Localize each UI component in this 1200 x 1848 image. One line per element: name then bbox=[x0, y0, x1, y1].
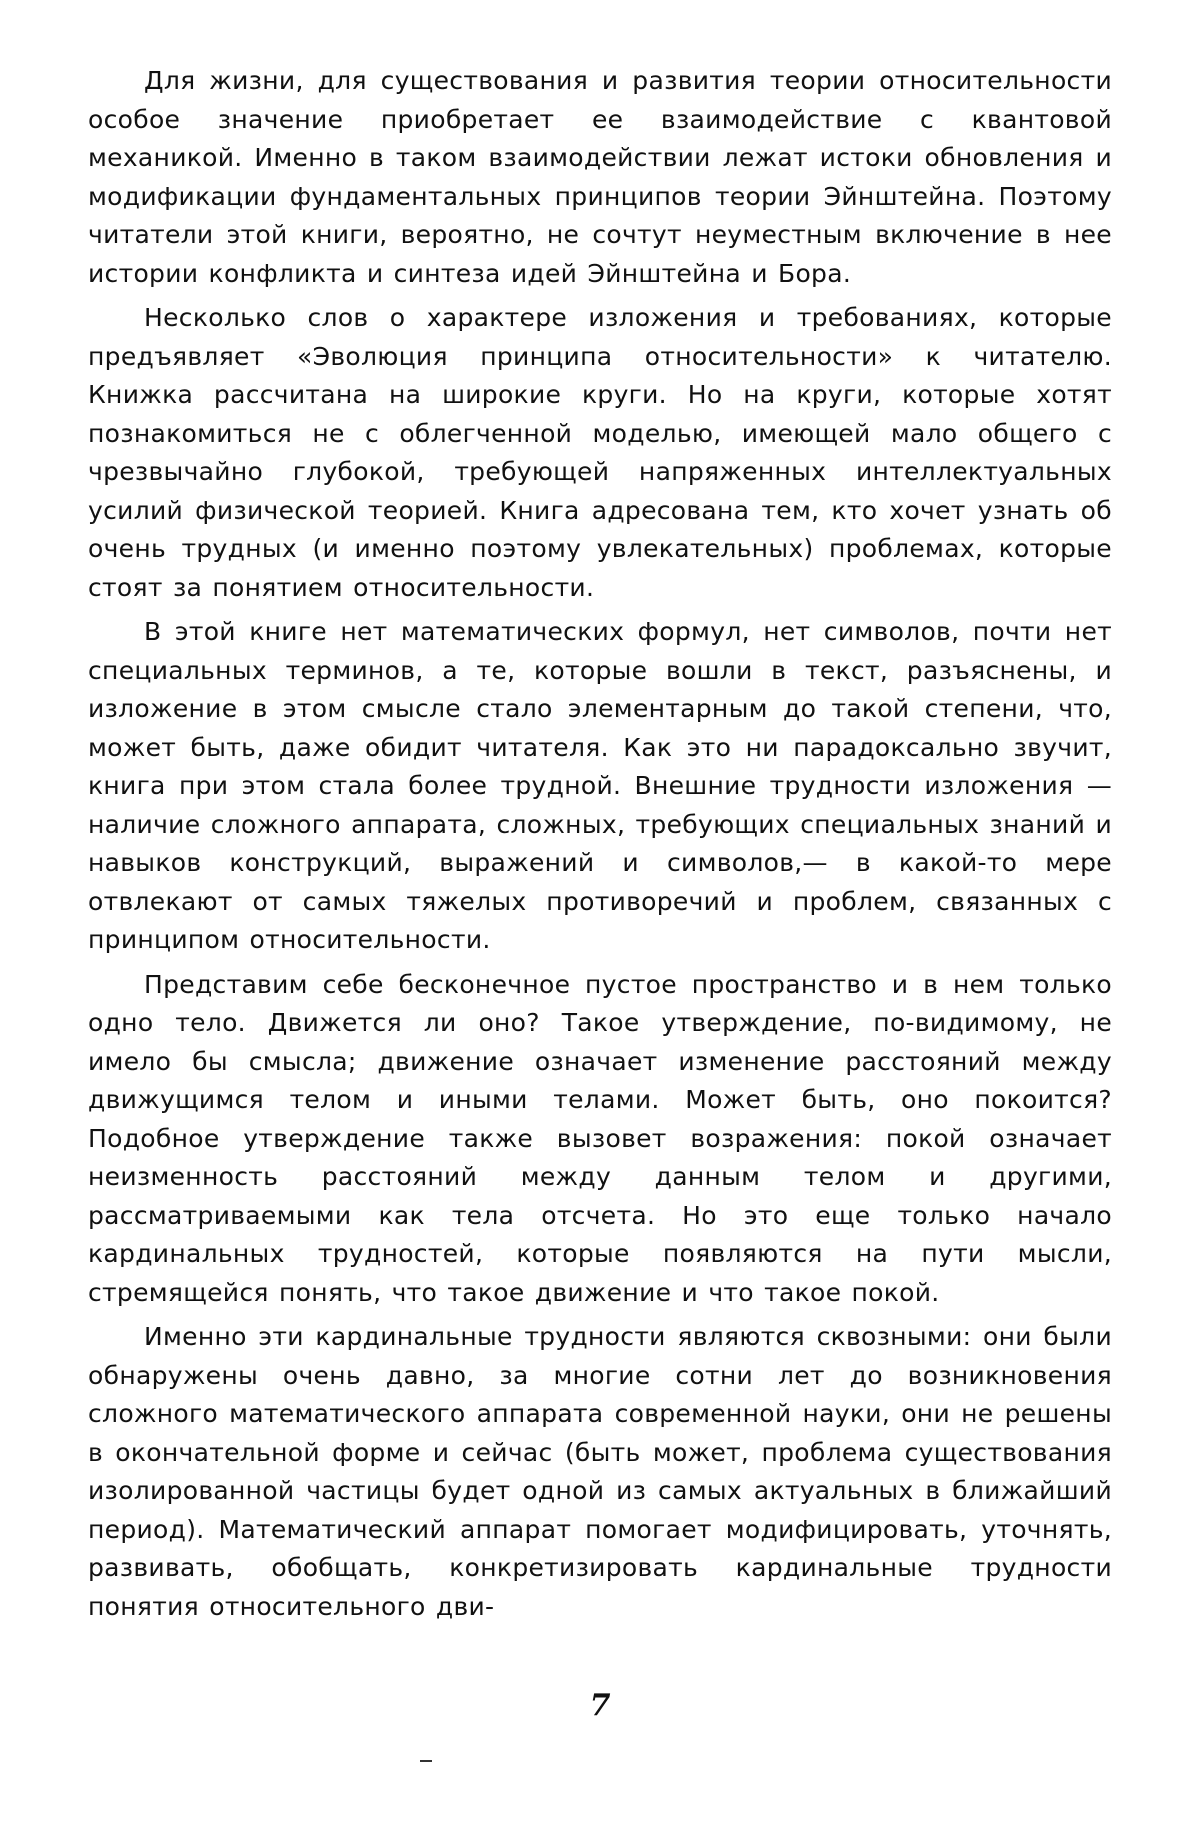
page-number: 7 bbox=[589, 1688, 611, 1723]
paragraph-3: В этой книге нет математических формул, нет символов, почти нет специальных терминов, а те, которые вошли в текст, разъяснены, и изложение в этом смысле стало элементарным до такой степени, что, может быть, даже обидит читателя. Как это ни парадоксально звучит, книга при этом стала более трудной. Внешние трудности изложения — наличие сложного аппарата, сложных, требующих специальных знаний и навыков конструкций, выражений и символов,— в какой-то мере отвлекают от самых тяжелых противоречий и проблем, связанных с принципом относительности. bbox=[88, 617, 1112, 954]
body-text bbox=[88, 62, 1112, 1632]
paragraph-1: Для жизни, для существования и развития теории относительности особое значение приобретает ее взаимодействие с квантовой механикой. Именно в таком взаимодействии лежат истоки обновления и модификации фундаментальных принципов теории Эйнштейна. Поэтому читатели этой книги, вероятно, не сочтут неуместным включение в нее истории конфликта и синтеза идей Эйнштейна и Бора. bbox=[88, 66, 1112, 288]
paragraph-5: Именно эти кардинальные трудности являются сквозными: они были обнаружены очень давно, за многие сотни лет до возникновения сложного математического аппарата современной науки, они не решены в окончательной форме и сейчас (быть может, проблема существования изолированной частицы будет одной из самых актуальных в ближайший период). Математический аппарат помогает модифицировать, уточнять, развивать, обобщать, конкретизировать кардинальные трудности понятия относительного дви- bbox=[88, 1322, 1112, 1621]
paragraph-4: Представим себе бесконечное пустое пространство и в нем только одно тело. Движется ли оно? Такое утверждение, по-видимому, не имело бы смысла; движение означает изменение расстояний между движущимся телом и иными телами. Может быть, оно покоится? Подобное утверждение также вызовет возражения: покой означает неизменность расстояний между данным телом и другими, рассматриваемыми как тела отсчета. Но это еще только начало кардинальных трудностей, которые появляются на пути мысли, стремящейся понять, что такое движение и что такое покой. bbox=[88, 969, 1112, 1307]
paragraph-2: Несколько слов о характере изложения и требованиях, которые предъявляет «Эволюция принципа относительности» к читателю. Книжка рассчитана на широкие круги. Но на круги, которые хотят познакомиться не с облегченной моделью, имеющей мало общего с чрезвычайно глубокой, требующей напряженных интеллектуальных усилий физической теорией. Книга адресована тем, кто хочет узнать об очень трудных (и именно поэтому увлекательных) проблемах, которые стоят за понятием относительности. bbox=[88, 303, 1112, 602]
print-mark bbox=[420, 1760, 432, 1762]
